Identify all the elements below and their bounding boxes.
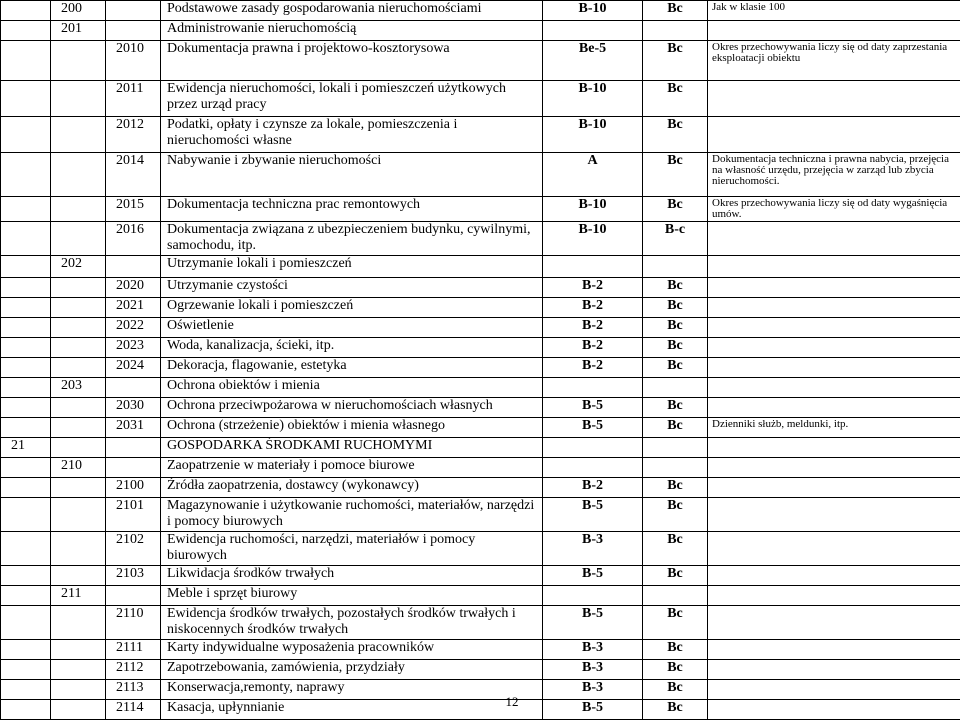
table-row <box>1 117 960 153</box>
entry-note <box>708 298 960 318</box>
copy-category <box>643 256 708 278</box>
group-code: 200 <box>51 1 106 21</box>
table-row <box>1 478 960 498</box>
archive-category <box>543 21 643 41</box>
item-code: 2102 <box>106 532 161 566</box>
copy-category: Bc <box>643 1 708 21</box>
table-row <box>1 660 960 680</box>
entry-note: Dzienniki służb, meldunki, itp. <box>708 418 960 438</box>
entry-title: Konserwacja,remonty, naprawy <box>161 680 543 700</box>
item-code: 2111 <box>106 640 161 660</box>
item-code: 2022 <box>106 318 161 338</box>
item-code: 2011 <box>106 81 161 117</box>
item-code <box>106 458 161 478</box>
table-row <box>1 640 960 660</box>
entry-note <box>708 256 960 278</box>
item-code: 2030 <box>106 398 161 418</box>
item-code <box>106 21 161 41</box>
entry-title: Źródła zaopatrzenia, dostawcy (wykonawcy) <box>161 478 543 498</box>
archive-category: B-5 <box>543 498 643 532</box>
section-code <box>1 222 51 256</box>
archive-category: B-5 <box>543 398 643 418</box>
item-code: 2113 <box>106 680 161 700</box>
copy-category <box>643 378 708 398</box>
group-code <box>51 318 106 338</box>
copy-category: Bc <box>643 318 708 338</box>
section-code <box>1 498 51 532</box>
item-code: 2114 <box>106 700 161 720</box>
copy-category <box>643 458 708 478</box>
entry-note <box>708 398 960 418</box>
entry-title: Magazynowanie i użytkowanie ruchomości, materiałów, narzędzi i pomocy biurowych <box>161 498 543 532</box>
archive-category: A <box>543 153 643 197</box>
entry-title: Ochrona (strzeżenie) obiektów i mienia własnego <box>161 418 543 438</box>
page-number: 12 <box>0 694 960 710</box>
copy-category: Bc <box>643 278 708 298</box>
item-code: 2031 <box>106 418 161 438</box>
group-code: 202 <box>51 256 106 278</box>
archive-category <box>543 438 643 458</box>
copy-category: Bc <box>643 117 708 153</box>
archive-category: B-2 <box>543 318 643 338</box>
group-code <box>51 566 106 586</box>
item-code: 2023 <box>106 338 161 358</box>
copy-category: Bc <box>643 566 708 586</box>
table-row <box>1 358 960 378</box>
group-code <box>51 418 106 438</box>
entry-title: Oświetlenie <box>161 318 543 338</box>
table-row <box>1 197 960 222</box>
archive-category: B-2 <box>543 478 643 498</box>
archive-category <box>543 458 643 478</box>
copy-category: Bc <box>643 358 708 378</box>
group-code <box>51 153 106 197</box>
copy-category: Bc <box>643 197 708 222</box>
entry-note <box>708 660 960 680</box>
section-code <box>1 153 51 197</box>
copy-category: Bc <box>643 298 708 318</box>
copy-category: Bc <box>643 498 708 532</box>
section-code <box>1 117 51 153</box>
section-code <box>1 378 51 398</box>
entry-title: Woda, kanalizacja, ścieki, itp. <box>161 338 543 358</box>
entry-title: Ewidencja ruchomości, narzędzi, materiałów i pomocy biurowych <box>161 532 543 566</box>
section-code <box>1 318 51 338</box>
archive-category: B-10 <box>543 81 643 117</box>
entry-title: GOSPODARKA ŚRODKAMI RUCHOMYMI <box>161 438 543 458</box>
entry-note <box>708 278 960 298</box>
table-row <box>1 398 960 418</box>
entry-note <box>708 640 960 660</box>
entry-title: Dekoracja, flagowanie, estetyka <box>161 358 543 378</box>
item-code <box>106 378 161 398</box>
archive-category: B-2 <box>543 358 643 378</box>
table-row <box>1 256 960 278</box>
archive-category: B-2 <box>543 298 643 318</box>
group-code <box>51 222 106 256</box>
archive-category: B-10 <box>543 197 643 222</box>
copy-category: B-c <box>643 222 708 256</box>
group-code <box>51 41 106 81</box>
entry-note <box>708 338 960 358</box>
archive-category: B-3 <box>543 680 643 700</box>
table-row <box>1 41 960 81</box>
archive-category: Be-5 <box>543 41 643 81</box>
section-code <box>1 256 51 278</box>
group-code <box>51 117 106 153</box>
table-row <box>1 278 960 298</box>
section-code <box>1 338 51 358</box>
archive-category: B-3 <box>543 660 643 680</box>
group-code <box>51 640 106 660</box>
entry-note <box>708 498 960 532</box>
entry-title: Zaopatrzenie w materiały i pomoce biurowe <box>161 458 543 478</box>
archive-category: B-10 <box>543 1 643 21</box>
group-code <box>51 438 106 458</box>
item-code <box>106 586 161 606</box>
item-code <box>106 256 161 278</box>
archive-category: B-2 <box>543 278 643 298</box>
entry-title: Ochrona obiektów i mienia <box>161 378 543 398</box>
section-code <box>1 398 51 418</box>
table-row <box>1 81 960 117</box>
copy-category: Bc <box>643 640 708 660</box>
group-code <box>51 358 106 378</box>
entry-note: Okres przechowywania liczy się od daty wygaśnięcia umów. <box>708 197 960 222</box>
section-code <box>1 1 51 21</box>
group-code: 211 <box>51 586 106 606</box>
archive-category: B-3 <box>543 532 643 566</box>
table-row <box>1 222 960 256</box>
item-code: 2110 <box>106 606 161 640</box>
entry-note: Dokumentacja techniczna i prawna nabycia, przejęcia na własność urzędu, przejęcia w zarząd lub zbycia nieruchomości. <box>708 153 960 197</box>
group-code: 210 <box>51 458 106 478</box>
item-code: 2012 <box>106 117 161 153</box>
entry-note <box>708 117 960 153</box>
item-code: 2014 <box>106 153 161 197</box>
item-code: 2016 <box>106 222 161 256</box>
copy-category: Bc <box>643 153 708 197</box>
section-code <box>1 478 51 498</box>
table-row <box>1 438 960 458</box>
entry-note <box>708 358 960 378</box>
copy-category <box>643 586 708 606</box>
archive-category <box>543 378 643 398</box>
entry-title: Ochrona przeciwpożarowa w nieruchomościach własnych <box>161 398 543 418</box>
archive-category: B-3 <box>543 640 643 660</box>
entry-title: Utrzymanie lokali i pomieszczeń <box>161 256 543 278</box>
entry-note <box>708 566 960 586</box>
section-code <box>1 532 51 566</box>
archive-category: B-5 <box>543 700 643 720</box>
entry-title: Ewidencja środków trwałych, pozostałych środków trwałych i niskocennych środków trwałych <box>161 606 543 640</box>
item-code <box>106 1 161 21</box>
copy-category: Bc <box>643 700 708 720</box>
group-code <box>51 532 106 566</box>
entry-title: Dokumentacja związana z ubezpieczeniem budynku, cywilnymi, samochodu, itp. <box>161 222 543 256</box>
group-code <box>51 478 106 498</box>
item-code: 2112 <box>106 660 161 680</box>
section-code <box>1 358 51 378</box>
copy-category: Bc <box>643 338 708 358</box>
section-code <box>1 640 51 660</box>
group-code <box>51 498 106 532</box>
section-code <box>1 606 51 640</box>
archive-category <box>543 256 643 278</box>
archive-category: B-5 <box>543 606 643 640</box>
section-code <box>1 81 51 117</box>
table-row <box>1 338 960 358</box>
group-code: 201 <box>51 21 106 41</box>
copy-category: Bc <box>643 606 708 640</box>
item-code: 2100 <box>106 478 161 498</box>
copy-category: Bc <box>643 660 708 680</box>
entry-note <box>708 438 960 458</box>
group-code <box>51 660 106 680</box>
copy-category: Bc <box>643 680 708 700</box>
table-row <box>1 153 960 197</box>
entry-note <box>708 478 960 498</box>
archive-category: B-5 <box>543 566 643 586</box>
entry-title: Dokumentacja techniczna prac remontowych <box>161 197 543 222</box>
entry-note: Jak w klasie 100 <box>708 1 960 21</box>
entry-note <box>708 21 960 41</box>
item-code <box>106 438 161 458</box>
group-code <box>51 398 106 418</box>
archive-category: B-10 <box>543 222 643 256</box>
item-code: 2103 <box>106 566 161 586</box>
section-code <box>1 197 51 222</box>
section-code <box>1 418 51 438</box>
archive-category <box>543 586 643 606</box>
entry-title: Utrzymanie czystości <box>161 278 543 298</box>
entry-note <box>708 81 960 117</box>
section-code <box>1 566 51 586</box>
entry-title: Dokumentacja prawna i projektowo-kosztorysowa <box>161 41 543 81</box>
section-code <box>1 458 51 478</box>
table-row <box>1 566 960 586</box>
group-code <box>51 81 106 117</box>
table-row <box>1 318 960 338</box>
copy-category <box>643 438 708 458</box>
section-code <box>1 21 51 41</box>
copy-category: Bc <box>643 81 708 117</box>
table-row <box>1 418 960 438</box>
table-row <box>1 21 960 41</box>
archive-category: B-10 <box>543 117 643 153</box>
group-code <box>51 298 106 318</box>
entry-note <box>708 378 960 398</box>
copy-category <box>643 21 708 41</box>
copy-category: Bc <box>643 478 708 498</box>
table-row <box>1 298 960 318</box>
table-row <box>1 606 960 640</box>
entry-title: Karty indywidualne wyposażenia pracowników <box>161 640 543 660</box>
entry-note <box>708 532 960 566</box>
item-code: 2010 <box>106 41 161 81</box>
archive-category: B-5 <box>543 418 643 438</box>
group-code <box>51 197 106 222</box>
entry-note <box>708 606 960 640</box>
entry-title: Kasacja, upłynnianie <box>161 700 543 720</box>
table-row <box>1 586 960 606</box>
entry-title: Likwidacja środków trwałych <box>161 566 543 586</box>
section-code <box>1 278 51 298</box>
item-code: 2015 <box>106 197 161 222</box>
entry-note <box>708 222 960 256</box>
section-code <box>1 586 51 606</box>
entry-note: Okres przechowywania liczy się od daty zaprzestania eksploatacji obiektu <box>708 41 960 81</box>
copy-category: Bc <box>643 418 708 438</box>
item-code: 2101 <box>106 498 161 532</box>
entry-title: Administrowanie nieruchomością <box>161 21 543 41</box>
section-code: 21 <box>1 438 51 458</box>
entry-title: Zapotrzebowania, zamówienia, przydziały <box>161 660 543 680</box>
group-code <box>51 278 106 298</box>
section-code <box>1 41 51 81</box>
table-row <box>1 378 960 398</box>
entry-note <box>708 458 960 478</box>
copy-category: Bc <box>643 41 708 81</box>
table-row <box>1 498 960 532</box>
entry-title: Podatki, opłaty i czynsze za lokale, pomieszczenia i nieruchomości własne <box>161 117 543 153</box>
archive-category: B-2 <box>543 338 643 358</box>
copy-category: Bc <box>643 398 708 418</box>
table-row <box>1 1 960 21</box>
section-code <box>1 298 51 318</box>
entry-note <box>708 318 960 338</box>
item-code: 2024 <box>106 358 161 378</box>
table-row <box>1 532 960 566</box>
entry-title: Ewidencja nieruchomości, lokali i pomieszczeń użytkowych przez urząd pracy <box>161 81 543 117</box>
group-code <box>51 338 106 358</box>
item-code: 2021 <box>106 298 161 318</box>
entry-title: Nabywanie i zbywanie nieruchomości <box>161 153 543 197</box>
section-code <box>1 660 51 680</box>
item-code: 2020 <box>106 278 161 298</box>
copy-category: Bc <box>643 532 708 566</box>
entry-title: Ogrzewanie lokali i pomieszczeń <box>161 298 543 318</box>
entry-title: Podstawowe zasady gospodarowania nieruchomościami <box>161 1 543 21</box>
group-code <box>51 606 106 640</box>
table-row <box>1 458 960 478</box>
entry-note <box>708 586 960 606</box>
entry-title: Meble i sprzęt biurowy <box>161 586 543 606</box>
group-code: 203 <box>51 378 106 398</box>
